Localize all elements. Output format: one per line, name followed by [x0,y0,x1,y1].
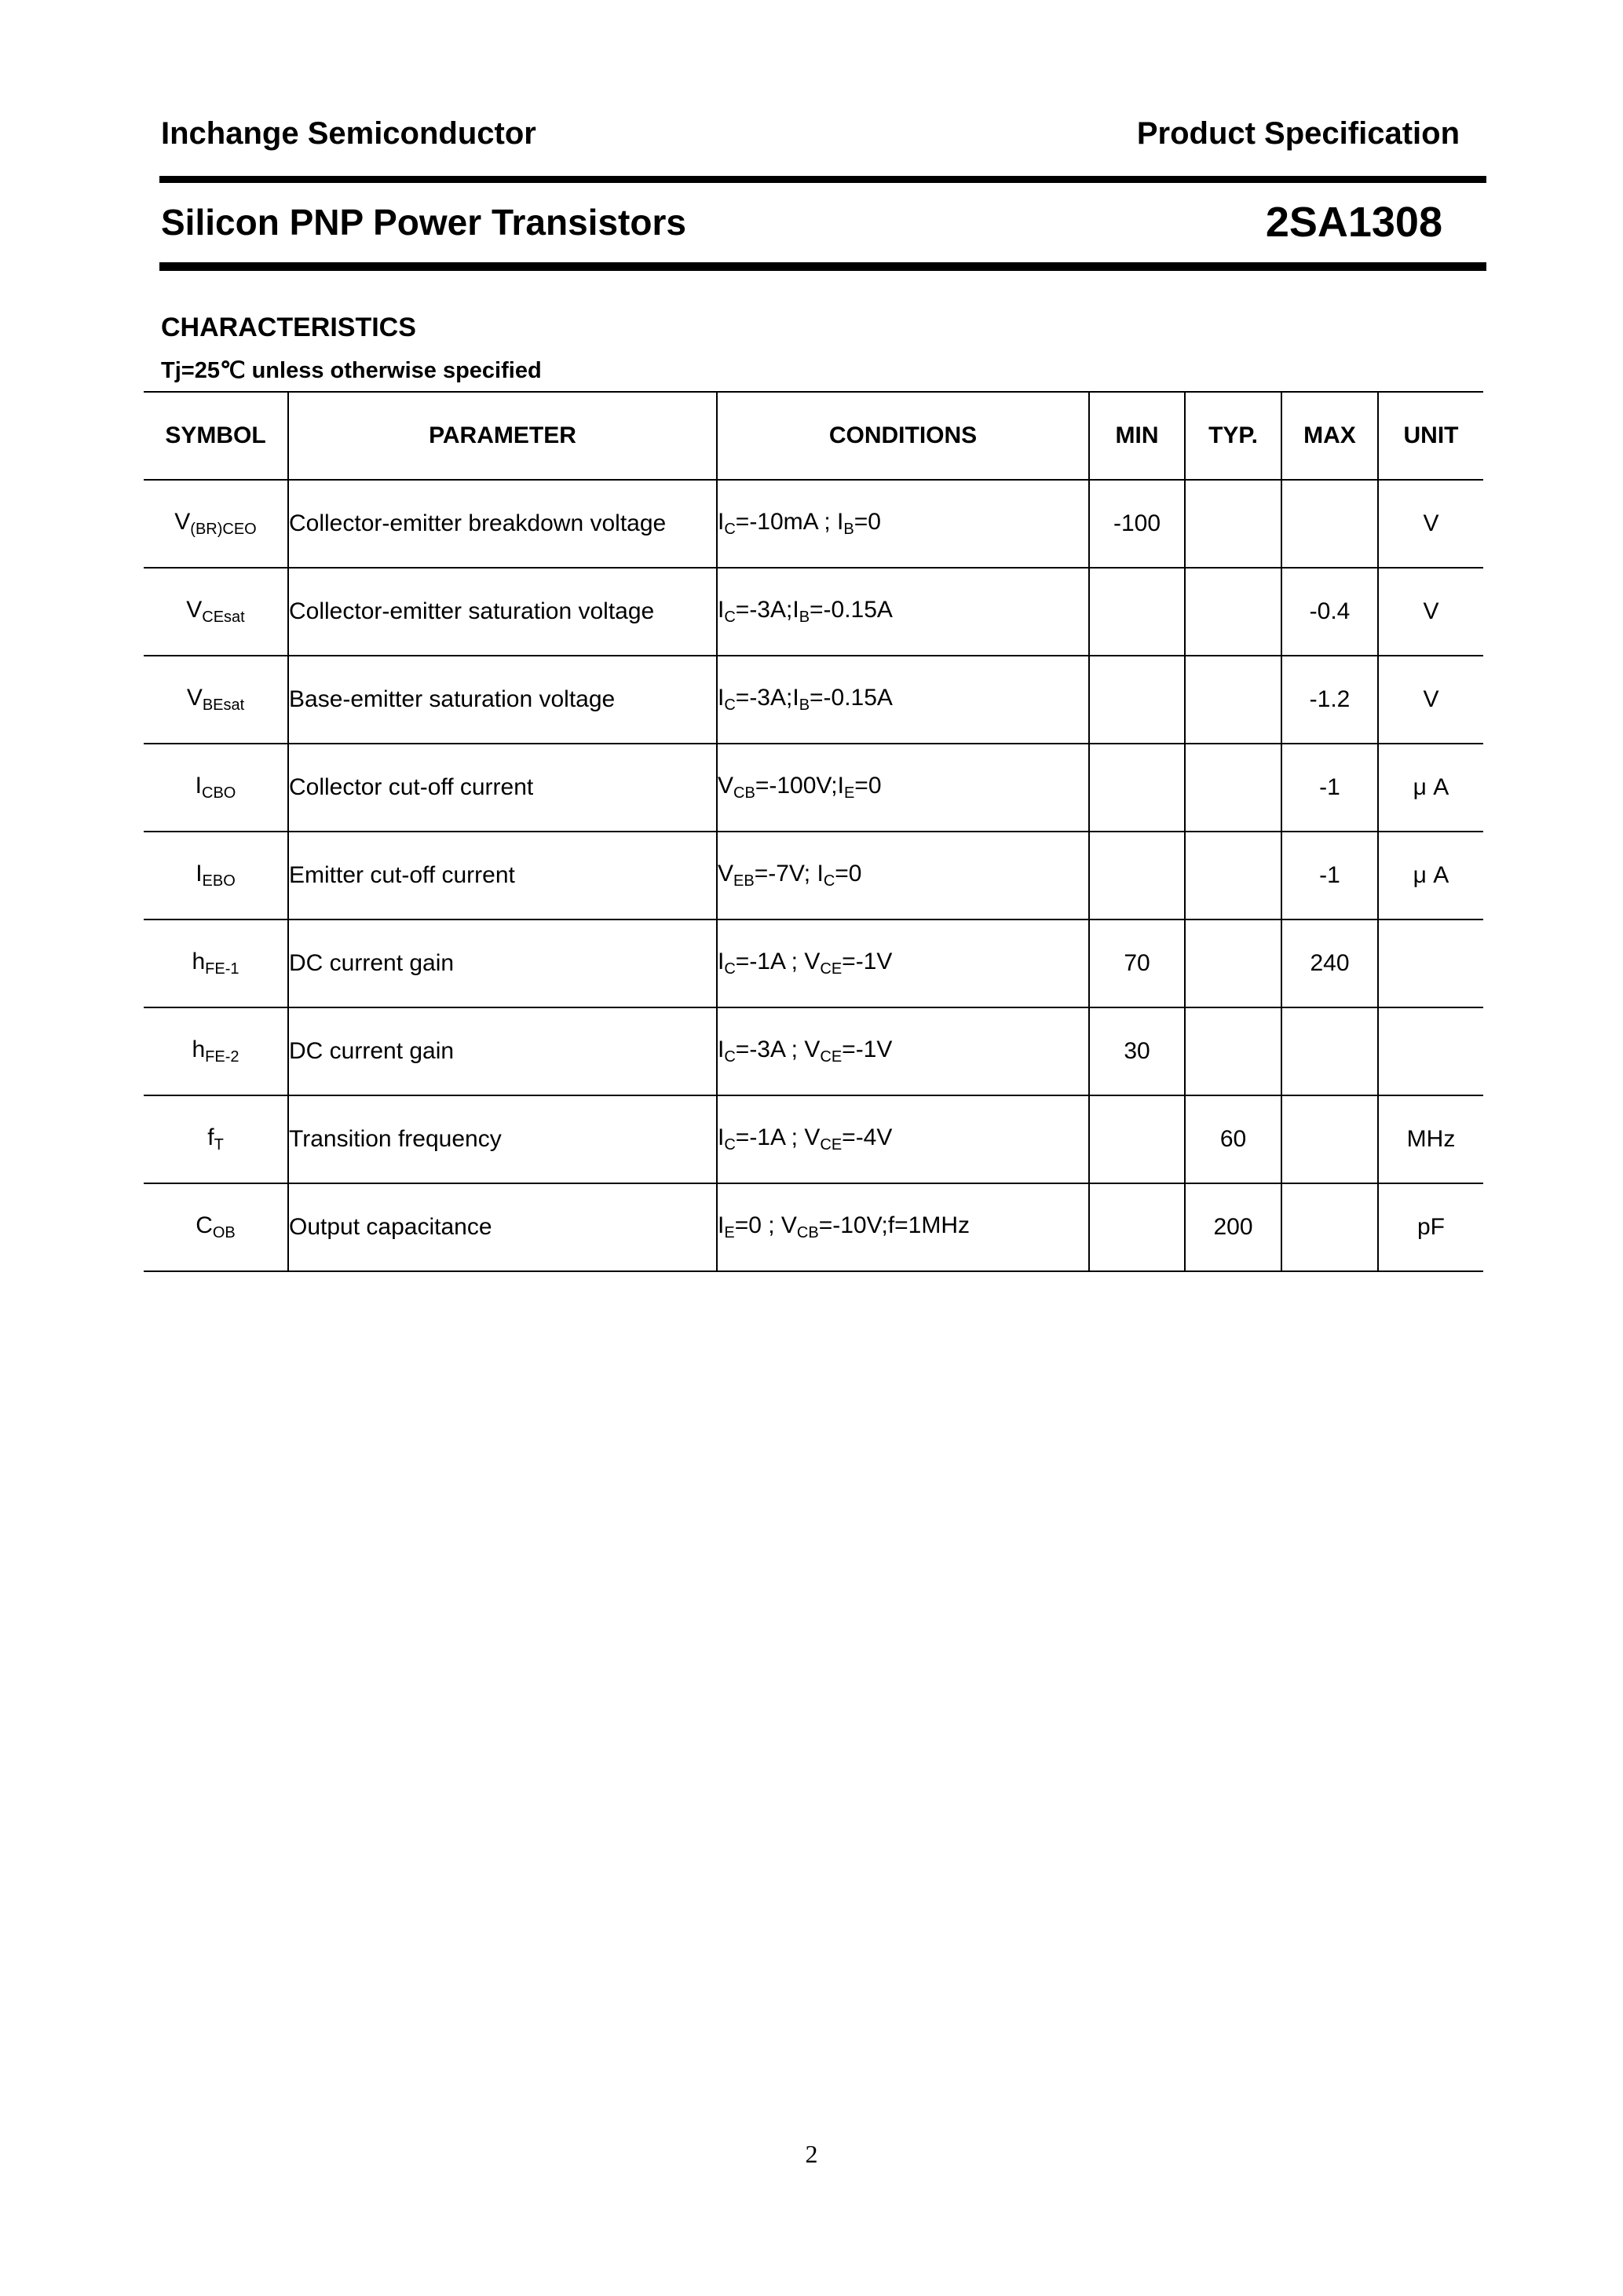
condition-value: =-100V; [755,773,838,799]
cell-unit: MHz [1378,1095,1483,1183]
condition-value: =0 [854,773,882,799]
condition-symbol: I [837,773,844,799]
condition-subscript: C [724,960,736,978]
table-row [144,1007,1483,1095]
cell-parameter: Output capacitance [288,1183,717,1271]
symbol-main: f [207,1124,214,1150]
condition-subscript: C [724,1048,736,1066]
condition-symbol: I [718,1212,725,1238]
table-row [144,480,1483,568]
symbol-subscript: (BR)CEO [190,521,257,538]
header-symbol: SYMBOL [144,392,288,480]
condition-symbol: V [804,1036,821,1062]
symbol-main: I [196,861,203,887]
cell-min [1089,1183,1185,1271]
cell-symbol [144,568,288,656]
condition-value: =-10mA ; [735,509,838,535]
condition-subscript: CE [820,1136,843,1153]
cell-max: -1.2 [1281,656,1378,744]
cell-parameter: Transition frequency [288,1095,717,1183]
cell-max: 240 [1281,919,1378,1007]
condition-subscript: CB [796,1224,819,1241]
cell-conditions [717,919,1089,1007]
condition-value: =-7V; [754,861,817,887]
cell-parameter: DC current gain [288,1007,717,1095]
cell-unit: μ A [1378,832,1483,919]
document-type: Product Specification [1136,116,1460,151]
characteristics-table [144,391,1483,1272]
cell-max: -0.4 [1281,568,1378,656]
cell-unit [1378,919,1483,1007]
symbol-subscript: OB [212,1224,236,1241]
header-min: MIN [1089,392,1185,480]
cell-typ [1185,744,1281,832]
symbol-subscript: CEsat [202,609,245,626]
cell-parameter: Base-emitter saturation voltage [288,656,717,744]
cell-parameter: Collector cut-off current [288,744,717,832]
symbol-subscript: CBO [202,784,236,802]
condition-symbol: V [804,1124,821,1150]
cell-conditions [717,744,1089,832]
condition-value: =-1V [842,1036,893,1062]
cell-unit: pF [1378,1183,1483,1271]
cell-conditions [717,1095,1089,1183]
cell-max: -1 [1281,832,1378,919]
condition-subscript: CE [820,1048,843,1066]
cell-min [1089,568,1185,656]
cell-typ [1185,568,1281,656]
table-row [144,744,1483,832]
condition-subscript: B [799,609,810,626]
condition-value: =0 [854,509,881,535]
cell-max [1281,1007,1378,1095]
symbol-subscript: T [214,1136,224,1153]
condition-value: =-3A; [735,597,793,623]
cell-conditions [717,832,1089,919]
cell-typ [1185,480,1281,568]
condition-subscript: CB [733,784,755,802]
cell-symbol [144,1183,288,1271]
cell-typ [1185,1007,1281,1095]
condition-subscript: C [724,1136,736,1153]
condition-value: =-1A ; [735,1124,805,1150]
condition-symbol: V [780,1212,797,1238]
condition-value: =-10V;f=1MHz [818,1212,971,1238]
header-conditions: CONDITIONS [717,392,1089,480]
symbol-subscript: FE-2 [205,1048,239,1066]
condition-subscript: EB [733,872,755,890]
cell-parameter: DC current gain [288,919,717,1007]
cell-symbol [144,656,288,744]
condition-symbol: I [718,949,725,974]
cell-conditions [717,1183,1089,1271]
condition-subscript: E [843,784,855,802]
cell-conditions [717,1007,1089,1095]
condition-value: =-1A ; [735,949,805,974]
cell-min: 70 [1089,919,1185,1007]
cell-unit: μ A [1378,744,1483,832]
table-header-row [144,392,1483,480]
table-row [144,656,1483,744]
condition-value: =-3A ; [735,1036,805,1062]
cell-typ [1185,656,1281,744]
cell-max [1281,1183,1378,1271]
cell-unit: V [1378,568,1483,656]
cell-typ: 200 [1185,1183,1281,1271]
table-row [144,832,1483,919]
symbol-main: C [196,1212,213,1238]
condition-symbol: I [718,1036,725,1062]
cell-parameter: Collector-emitter breakdown voltage [288,480,717,568]
cell-min [1089,656,1185,744]
condition-symbol: V [804,949,821,974]
title-divider [159,262,1486,271]
cell-min: -100 [1089,480,1185,568]
cell-parameter: Collector-emitter saturation voltage [288,568,717,656]
condition-symbol: I [718,1124,725,1150]
cell-unit [1378,1007,1483,1095]
condition-value: =-1V [842,949,893,974]
symbol-subscript: EBO [202,872,236,890]
condition-subscript: C [724,696,736,714]
condition-symbol: I [718,597,725,623]
header-divider [159,176,1486,183]
condition-value: =-0.15A [810,597,893,623]
symbol-main: V [186,685,203,711]
cell-max [1281,1095,1378,1183]
cell-symbol [144,832,288,919]
cell-symbol [144,480,288,568]
symbol-main: V [186,597,203,623]
condition-symbol: I [817,861,824,887]
symbol-main: h [192,1036,206,1062]
company-name: Inchange Semiconductor [161,116,536,151]
condition-subscript: C [724,521,736,538]
condition-subscript: C [823,872,835,890]
condition-subscript: B [799,696,810,714]
condition-value: =-0.15A [810,685,893,711]
table-row [144,1183,1483,1271]
condition-symbol: V [718,861,734,887]
cell-symbol [144,1095,288,1183]
cell-min [1089,832,1185,919]
page-number: 2 [805,2140,818,2168]
condition-subscript: C [724,609,736,626]
cell-min [1089,744,1185,832]
header-typ: TYP. [1185,392,1281,480]
table-row [144,1095,1483,1183]
condition-subscript: CE [820,960,843,978]
symbol-main: h [192,949,206,974]
cell-min: 30 [1089,1007,1185,1095]
table-row [144,568,1483,656]
symbol-subscript: FE-1 [205,960,239,978]
condition-value: =0 ; [734,1212,781,1238]
cell-symbol [144,744,288,832]
table-row [144,919,1483,1007]
cell-unit: V [1378,480,1483,568]
condition-symbol: I [792,597,799,623]
header-parameter: PARAMETER [288,392,717,480]
cell-min [1089,1095,1185,1183]
cell-unit: V [1378,656,1483,744]
cell-typ: 60 [1185,1095,1281,1183]
cell-max: -1 [1281,744,1378,832]
condition-symbol: I [718,685,725,711]
cell-symbol [144,1007,288,1095]
cell-parameter: Emitter cut-off current [288,832,717,919]
cell-conditions [717,656,1089,744]
symbol-main: V [174,509,191,535]
condition-symbol: I [837,509,844,535]
header-max: MAX [1281,392,1378,480]
condition-subscript: B [843,521,854,538]
condition-symbol: V [718,773,734,799]
section-title: CHARACTERISTICS [161,313,416,342]
condition-subscript: E [724,1224,735,1241]
condition-symbol: I [792,685,799,711]
part-number: 2SA1308 [1265,199,1442,246]
cell-symbol [144,919,288,1007]
condition-value: =-4V [842,1124,893,1150]
product-line-title: Silicon PNP Power Transistors [161,202,686,243]
cell-typ [1185,919,1281,1007]
cell-conditions [717,568,1089,656]
section-condition: Tj=25℃ unless otherwise specified [161,358,542,383]
symbol-main: I [195,773,202,799]
symbol-subscript: BEsat [202,696,245,714]
cell-typ [1185,832,1281,919]
header-unit: UNIT [1378,392,1483,480]
cell-conditions [717,480,1089,568]
condition-value: =-3A; [735,685,793,711]
cell-max [1281,480,1378,568]
condition-symbol: I [718,509,725,535]
condition-value: =0 [835,861,862,887]
